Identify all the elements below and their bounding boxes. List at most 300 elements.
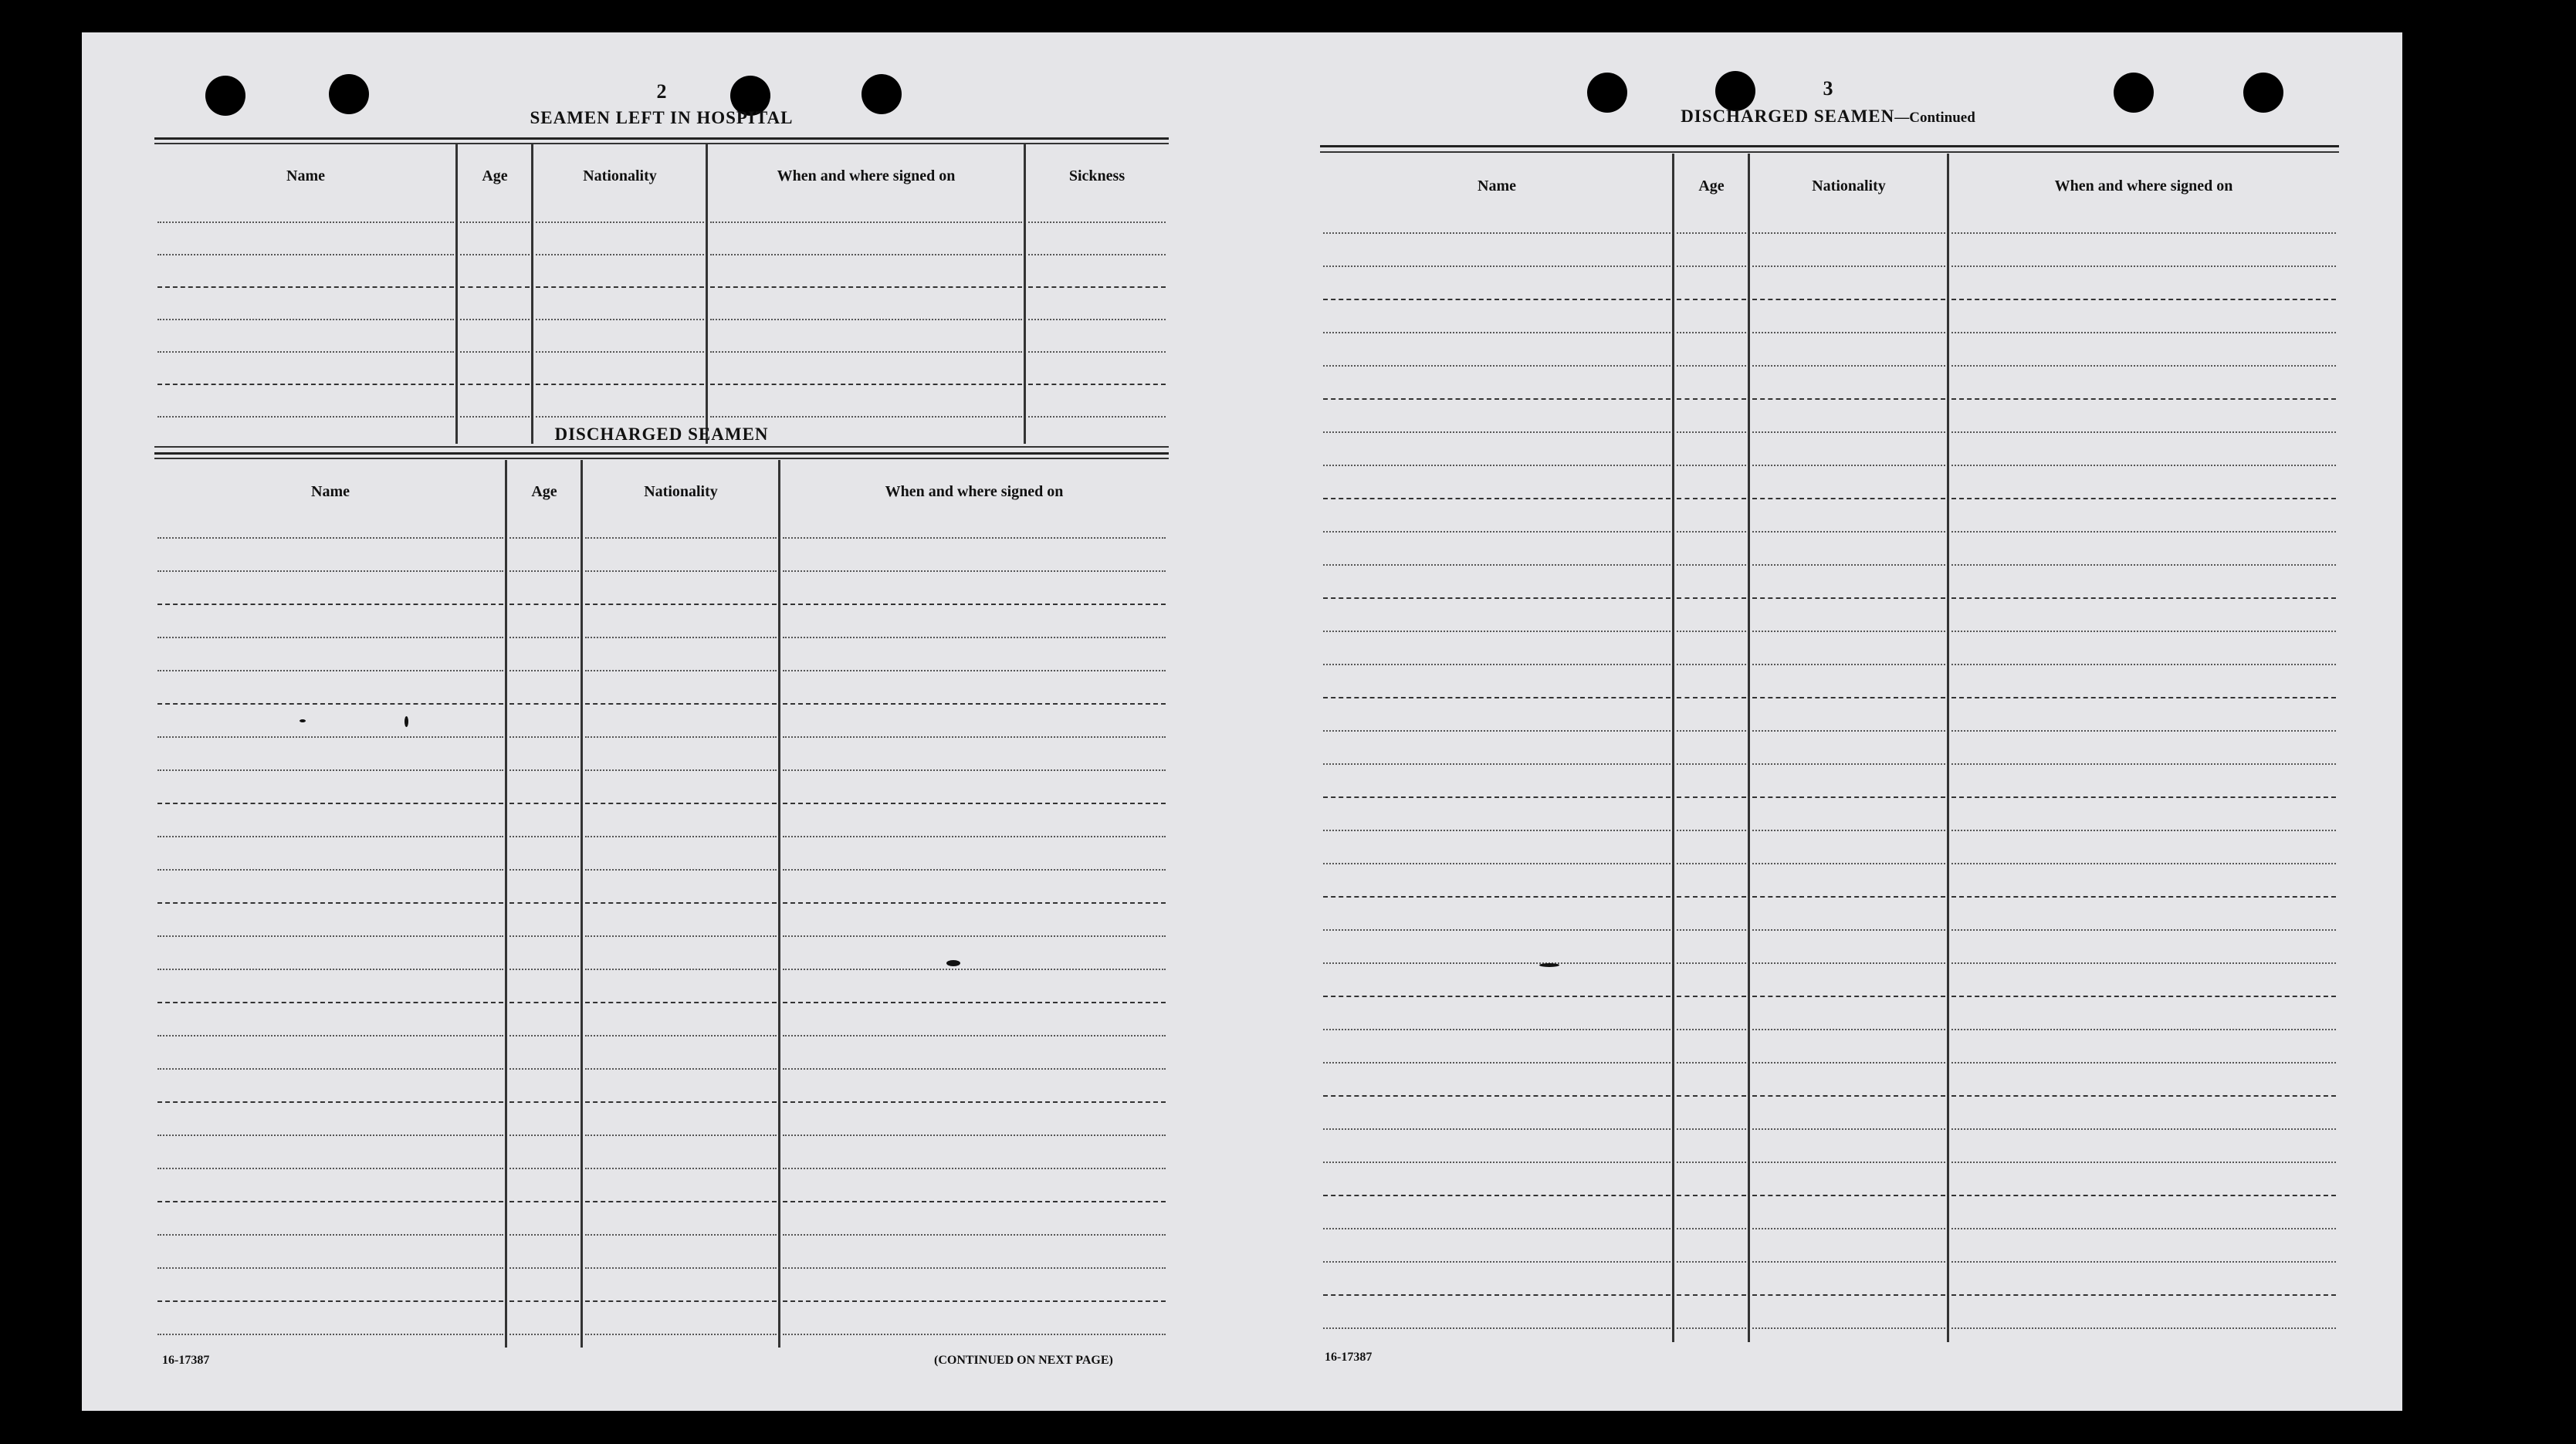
table-row-line (710, 222, 1022, 225)
table-row-line (1951, 1095, 2336, 1098)
table-row-line (1677, 863, 1746, 866)
table-row-line (585, 1101, 777, 1104)
column-nationality (1749, 154, 1948, 1342)
table-row-line (1752, 929, 1945, 932)
table-row-line (509, 1002, 579, 1005)
table-row-line (509, 537, 579, 540)
table-row-line (1677, 1162, 1746, 1165)
table-row-line (1752, 332, 1945, 335)
discharged-continued-title (1681, 107, 1975, 127)
table-row-line (1752, 1162, 1945, 1165)
table-row-line (157, 537, 503, 540)
table-row-line (1752, 465, 1945, 468)
table-row-line (1323, 1029, 1671, 1032)
table-row-line (157, 969, 503, 972)
table-row-line (783, 736, 1166, 739)
column-name (154, 144, 457, 444)
table-row-line (460, 254, 530, 257)
table-row-line (1752, 365, 1945, 368)
column-nationality (533, 144, 707, 444)
table-row-line (1677, 929, 1746, 932)
column-name (154, 460, 506, 1348)
table-row-line (1677, 996, 1746, 999)
page-number: 3 (1823, 77, 1833, 100)
column-header: Nationality (583, 167, 657, 184)
table-row-line (1323, 863, 1671, 866)
column-header: When and where signed on (777, 167, 956, 184)
table-row-line (1028, 286, 1166, 289)
table-row-line (157, 1168, 503, 1171)
table-row-line (1752, 1228, 1945, 1231)
table-row-line (783, 969, 1166, 972)
table-row-line (536, 319, 704, 322)
table-row-line (1323, 431, 1671, 435)
table-row-line (509, 969, 579, 972)
table-row-line (1951, 996, 2336, 999)
table-row-line (1323, 1195, 1671, 1198)
table-row-line (1323, 730, 1671, 733)
table-row-line (1951, 664, 2336, 667)
table-row-line (1951, 796, 2336, 800)
table-row-line (157, 1267, 503, 1270)
table-row-line (1323, 664, 1671, 667)
table-row-line (1677, 431, 1746, 435)
table-row-line (585, 935, 777, 938)
column-when-and-where-signed-on (707, 144, 1025, 444)
table-row-line (783, 769, 1166, 773)
table-row-line (1951, 631, 2336, 634)
table-row-line (509, 935, 579, 938)
table-row-line (509, 1035, 579, 1038)
table-row-line (157, 1201, 503, 1204)
section-title-text: DISCHARGED SEAMEN (1681, 107, 1895, 126)
table-row-line (509, 736, 579, 739)
table-row-line (509, 1334, 579, 1337)
table-row-line (157, 935, 503, 938)
table-row-line (1677, 962, 1746, 965)
column-name (1320, 154, 1674, 1342)
table-row-line (1752, 1327, 1945, 1331)
table-row-line (157, 222, 454, 225)
table-row-line (1677, 1029, 1746, 1032)
table-row-line (1323, 1162, 1671, 1165)
table-row-line (509, 1168, 579, 1171)
table-row-line (710, 319, 1022, 322)
table-row-line (585, 1234, 777, 1237)
table-row-line (585, 1300, 777, 1304)
table-row-line (509, 1135, 579, 1138)
table-row-line (783, 1135, 1166, 1138)
column-when-and-where-signed-on (1948, 154, 2339, 1342)
column-header: When and where signed on (885, 483, 1064, 500)
table-row-line (536, 286, 704, 289)
table-row-line (1028, 384, 1166, 387)
table-row-line (460, 351, 530, 354)
table-row-line (1677, 332, 1746, 335)
column-header: Name (1478, 178, 1516, 194)
table-row-line (1752, 1095, 1945, 1098)
table-row-line (157, 902, 503, 905)
table-row-line (1677, 763, 1746, 766)
table-row-line (1951, 1062, 2336, 1065)
table-row-line (1323, 564, 1671, 567)
table-row-line (1951, 431, 2336, 435)
table-row-line (1677, 697, 1746, 700)
table-row-line (157, 1002, 503, 1005)
table-row-line (1677, 564, 1746, 567)
table-row-line (1677, 1294, 1746, 1297)
table-row-line (1951, 929, 2336, 932)
table-row-line (1323, 1128, 1671, 1131)
table-row-line (585, 570, 777, 573)
table-row-line (1323, 1228, 1671, 1231)
table-row-line (1951, 265, 2336, 269)
punch-hole (205, 76, 245, 116)
table-row-line (1951, 1294, 2336, 1297)
table-row-line (1951, 1228, 2336, 1231)
table-row-line (157, 637, 503, 640)
punch-hole (1715, 71, 1755, 111)
table-row-line (509, 803, 579, 806)
table-row-line (1752, 697, 1945, 700)
table-row-line (710, 416, 1022, 419)
column-when-and-where-signed-on (780, 460, 1169, 1348)
table-row-line (157, 351, 454, 354)
table-row-line (1677, 730, 1746, 733)
table-row-line (157, 1300, 503, 1304)
discharged-table (154, 460, 1169, 1348)
table-row-line (1677, 1062, 1746, 1065)
table-row-line (157, 769, 503, 773)
table-row-line (1752, 1195, 1945, 1198)
table-row-line (1752, 796, 1945, 800)
table-row-line (157, 1101, 503, 1104)
table-row-line (1677, 1128, 1746, 1131)
table-row-line (585, 637, 777, 640)
table-row-line (1323, 597, 1671, 600)
table-row-line (460, 384, 530, 387)
table-row-line (585, 1002, 777, 1005)
column-sickness (1025, 144, 1169, 444)
table-row-line (1951, 232, 2336, 235)
punch-hole (329, 74, 369, 114)
column-header: Name (286, 167, 325, 184)
form-sheet (82, 32, 2402, 1411)
table-row-line (157, 604, 503, 607)
table-row-line (1752, 597, 1945, 600)
table-row-line (157, 703, 503, 706)
table-row-line (1323, 796, 1671, 800)
table-row-line (1752, 631, 1945, 634)
column-header: When and where signed on (2054, 178, 2233, 194)
table-row-line (585, 604, 777, 607)
table-row-line (783, 570, 1166, 573)
table-row-line (783, 935, 1166, 938)
table-row-line (585, 537, 777, 540)
table-row-line (585, 803, 777, 806)
table-row-line (783, 604, 1166, 607)
column-header: Age (482, 167, 508, 184)
table-row-line (536, 384, 704, 387)
table-row-line (536, 222, 704, 225)
table-row-line (585, 902, 777, 905)
table-row-line (1677, 232, 1746, 235)
table-row-line (1677, 664, 1746, 667)
table-row-line (1028, 319, 1166, 322)
table-row-line (710, 254, 1022, 257)
table-row-line (157, 286, 454, 289)
table-row-line (509, 836, 579, 839)
table-row-line (1677, 1228, 1746, 1231)
table-row-line (509, 670, 579, 673)
table-row-line (585, 1168, 777, 1171)
table-row-line (1323, 332, 1671, 335)
table-row-line (157, 1334, 503, 1337)
table-row-line (1951, 763, 2336, 766)
punch-hole (1587, 73, 1627, 113)
table-row-line (1323, 498, 1671, 501)
table-row-line (585, 869, 777, 872)
table-row-line (783, 1035, 1166, 1038)
table-row-line (783, 1068, 1166, 1071)
table-row-line (509, 1267, 579, 1270)
table-row-line (509, 604, 579, 607)
table-row-line (1752, 1128, 1945, 1131)
table-row-line (1323, 398, 1671, 401)
table-row-line (1323, 265, 1671, 269)
column-header: Age (1698, 178, 1725, 194)
table-row-line (509, 902, 579, 905)
table-row-line (157, 869, 503, 872)
table-row-line (1677, 265, 1746, 269)
table-row-line (1323, 232, 1671, 235)
table-row-line (509, 769, 579, 773)
table-row-line (509, 1101, 579, 1104)
column-header: Nationality (644, 483, 718, 500)
table-row-line (1677, 830, 1746, 833)
table-row-line (783, 1300, 1166, 1304)
punch-hole (861, 74, 902, 114)
column-nationality (582, 460, 780, 1348)
table-row-line (585, 836, 777, 839)
hospital-table (154, 144, 1169, 444)
table-row-line (710, 351, 1022, 354)
column-header: Age (531, 483, 557, 500)
table-row-line (585, 769, 777, 773)
table-row-line (1323, 763, 1671, 766)
table-row-line (1752, 398, 1945, 401)
table-row-line (1323, 631, 1671, 634)
table-row-line (1951, 697, 2336, 700)
punch-hole (2243, 73, 2283, 113)
continued-note: (CONTINUED ON NEXT PAGE) (934, 1354, 1113, 1367)
table-row-line (509, 570, 579, 573)
table-row-line (1752, 1062, 1945, 1065)
table-row-line (1951, 1128, 2336, 1131)
table-row-line (1951, 465, 2336, 468)
table-row-line (585, 736, 777, 739)
table-row-line (783, 902, 1166, 905)
table-row-line (1677, 631, 1746, 634)
table-row-line (1028, 351, 1166, 354)
table-row-line (710, 384, 1022, 387)
table-row-line (1323, 996, 1671, 999)
table-row-line (1752, 830, 1945, 833)
table-row-line (1951, 398, 2336, 401)
table-row-line (460, 286, 530, 289)
ink-speck (405, 716, 408, 727)
table-row-line (1752, 431, 1945, 435)
table-row-line (1951, 564, 2336, 567)
table-row-line (157, 570, 503, 573)
column-age (506, 460, 582, 1348)
form-number: 16-17387 (162, 1354, 210, 1367)
table-row-line (157, 384, 454, 387)
table-row-line (783, 869, 1166, 872)
table-row-line (585, 1267, 777, 1270)
table-row-line (1951, 863, 2336, 866)
column-age (1674, 154, 1749, 1342)
table-row-line (157, 1035, 503, 1038)
table-row-line (1752, 299, 1945, 302)
table-row-line (1752, 1029, 1945, 1032)
table-row-line (1951, 962, 2336, 965)
table-row-line (1677, 597, 1746, 600)
table-row-line (1677, 398, 1746, 401)
table-row-line (1752, 962, 1945, 965)
table-row-line (157, 1234, 503, 1237)
ink-speck (300, 719, 306, 722)
table-row-line (157, 416, 454, 419)
table-row-line (1752, 564, 1945, 567)
table-row-line (157, 1068, 503, 1071)
table-row-line (509, 1068, 579, 1071)
ink-speck (1539, 963, 1559, 967)
table-row-line (585, 1035, 777, 1038)
divider (154, 137, 1169, 140)
table-row-line (1677, 365, 1746, 368)
table-row-line (1752, 664, 1945, 667)
table-row-line (509, 1300, 579, 1304)
table-row-line (157, 736, 503, 739)
table-row-line (1951, 1162, 2336, 1165)
table-row-line (585, 670, 777, 673)
table-row-line (1752, 763, 1945, 766)
table-row-line (1677, 299, 1746, 302)
table-row-line (1752, 265, 1945, 269)
table-row-line (509, 1201, 579, 1204)
table-row-line (585, 969, 777, 972)
table-row-line (1752, 498, 1945, 501)
discharged-table (1320, 154, 2339, 1342)
table-row-line (783, 1334, 1166, 1337)
table-row-line (1323, 929, 1671, 932)
table-row-line (783, 1234, 1166, 1237)
table-row-line (783, 1101, 1166, 1104)
table-row-line (1323, 1327, 1671, 1331)
table-row-line (1951, 830, 2336, 833)
table-row-line (783, 537, 1166, 540)
page-number: 2 (656, 80, 667, 103)
table-row-line (1677, 1261, 1746, 1264)
table-row-line (1951, 896, 2336, 899)
table-row-line (1028, 254, 1166, 257)
table-row-line (1028, 222, 1166, 225)
table-row-line (783, 803, 1166, 806)
table-row-line (1323, 365, 1671, 368)
table-row-line (1951, 332, 2336, 335)
table-row-line (1323, 531, 1671, 534)
table-row-line (1752, 730, 1945, 733)
table-row-line (783, 836, 1166, 839)
table-row-line (783, 1201, 1166, 1204)
table-row-line (536, 351, 704, 354)
table-row-line (1752, 1294, 1945, 1297)
divider (1320, 145, 2339, 147)
hospital-section-title: SEAMEN LEFT IN HOSPITAL (530, 108, 794, 127)
table-row-line (536, 416, 704, 419)
table-row-line (1323, 465, 1671, 468)
table-row-line (509, 869, 579, 872)
table-row-line (1752, 896, 1945, 899)
table-row-line (460, 222, 530, 225)
table-row-line (1752, 996, 1945, 999)
section-title-suffix: —Continued (1894, 110, 1975, 126)
divider (154, 446, 1169, 448)
table-row-line (1323, 962, 1671, 965)
table-row-line (1951, 1327, 2336, 1331)
table-row-line (157, 670, 503, 673)
table-row-line (1951, 730, 2336, 733)
table-row-line (1323, 1261, 1671, 1264)
table-row-line (1323, 299, 1671, 302)
table-row-line (1028, 416, 1166, 419)
table-row-line (460, 416, 530, 419)
form-number: 16-17387 (1325, 1351, 1373, 1364)
divider (154, 452, 1169, 455)
table-row-line (157, 836, 503, 839)
table-row-line (783, 670, 1166, 673)
table-row-line (1752, 863, 1945, 866)
table-row-line (1323, 1294, 1671, 1297)
table-row-line (1677, 1195, 1746, 1198)
table-row-line (157, 803, 503, 806)
punch-hole (2114, 73, 2154, 113)
table-row-line (1323, 896, 1671, 899)
table-row-line (1951, 1261, 2336, 1264)
table-row-line (509, 703, 579, 706)
table-row-line (1951, 299, 2336, 302)
table-row-line (509, 637, 579, 640)
table-row-line (1677, 796, 1746, 800)
table-row-line (157, 1135, 503, 1138)
divider (1320, 151, 2339, 153)
table-row-line (783, 1168, 1166, 1171)
table-row-line (157, 254, 454, 257)
table-row-line (1951, 1195, 2336, 1198)
table-row-line (509, 1234, 579, 1237)
table-row-line (1677, 896, 1746, 899)
table-row-line (585, 1135, 777, 1138)
table-row-line (1951, 1029, 2336, 1032)
table-row-line (1323, 830, 1671, 833)
ink-speck (946, 960, 960, 966)
table-row-line (1951, 365, 2336, 368)
table-row-line (1323, 1095, 1671, 1098)
table-row-line (1323, 1062, 1671, 1065)
discharged-section-title: DISCHARGED SEAMEN (554, 424, 769, 444)
table-row-line (1951, 498, 2336, 501)
